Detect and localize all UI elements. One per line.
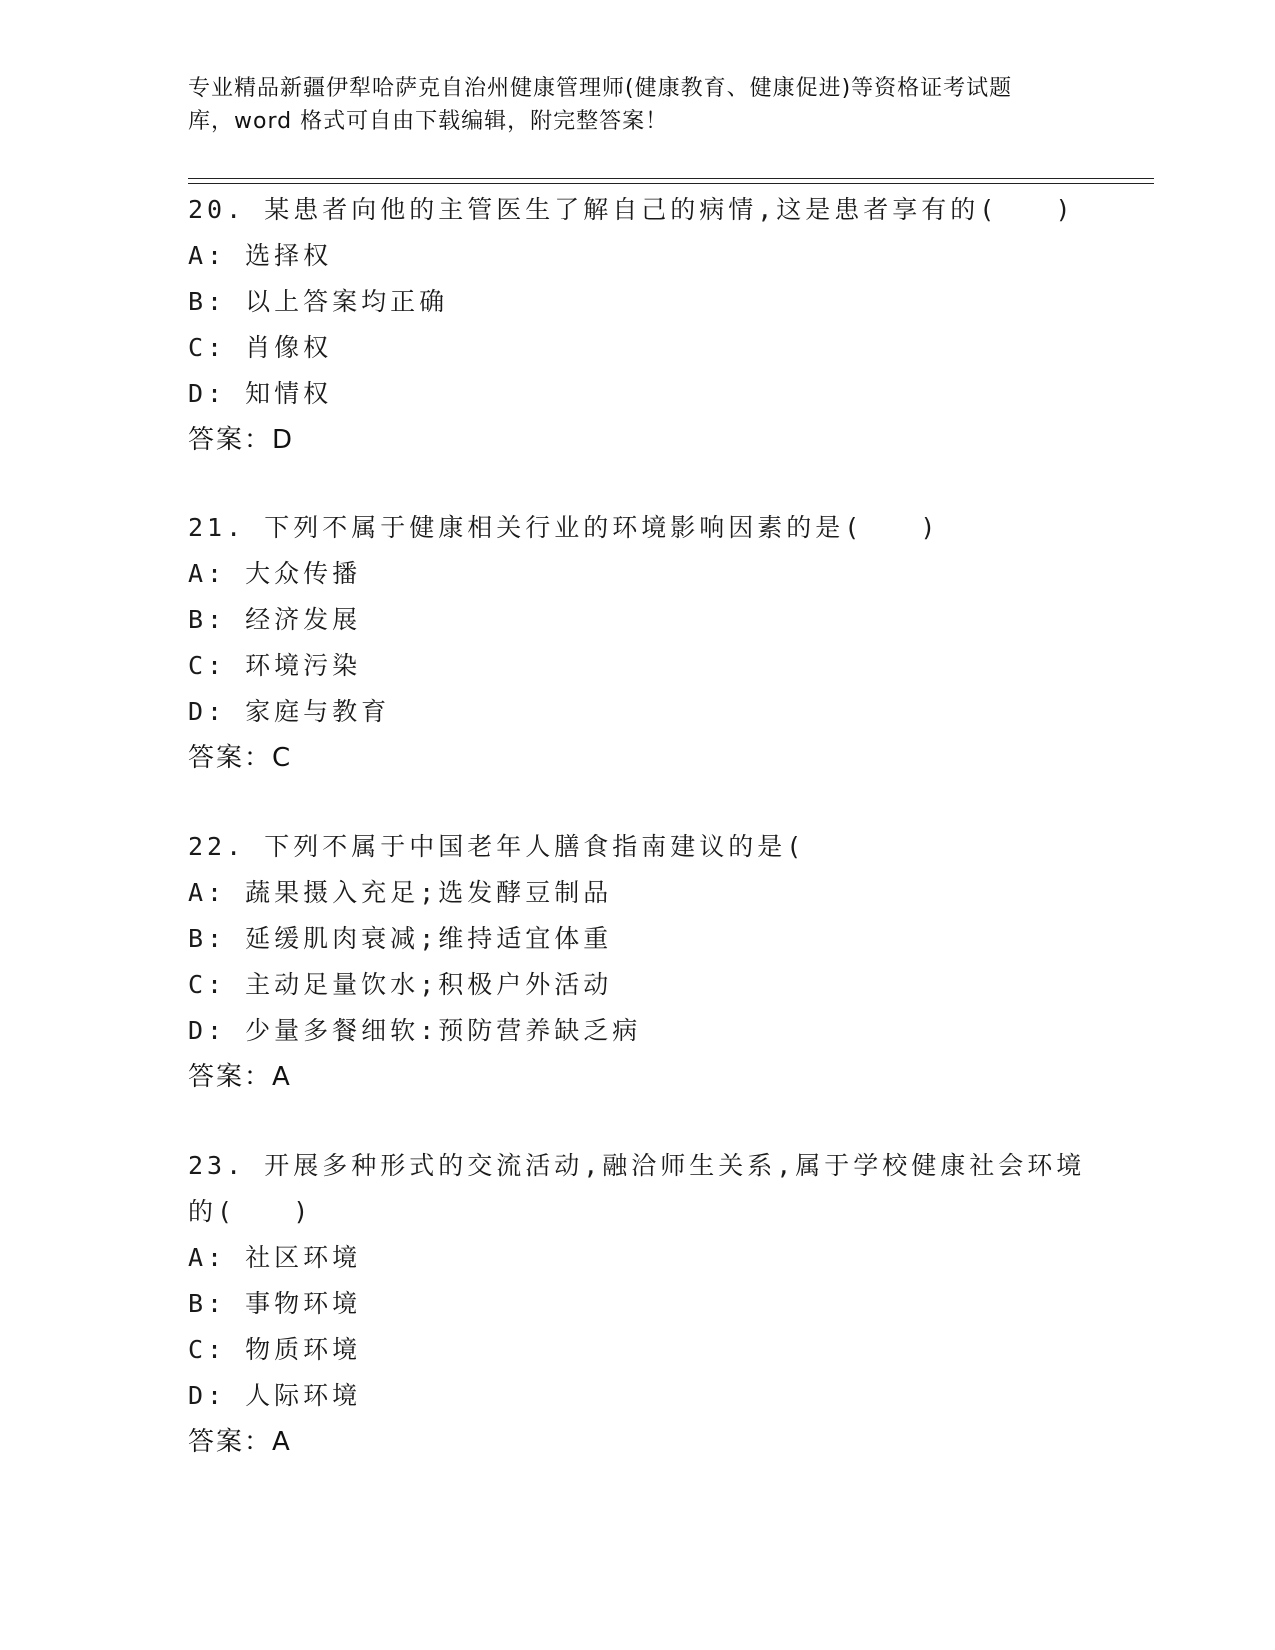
option-c: C: 物质环境 <box>188 1335 362 1364</box>
header-line-2: 库，word 格式可自由下载编辑，附完整答案！ <box>188 109 669 134</box>
option-a: A: 蔬果摄入充足;选发酵豆制品 <box>188 878 613 907</box>
answer-label: 答案：A <box>188 1427 292 1457</box>
question-20 <box>188 187 1088 463</box>
header-divider-bottom <box>188 183 1154 184</box>
answer-label: 答案：D <box>188 425 295 455</box>
question-stem: 22. 下列不属于中国老年人膳食指南建议的是( <box>188 832 806 861</box>
question-22 <box>188 824 1088 1100</box>
header-line-1: 专业精品新疆伊犁哈萨克自治州健康管理师(健康教育、健康促进)等资格证考试题 <box>188 76 1013 101</box>
option-d: D: 人际环境 <box>188 1381 362 1410</box>
question-23 <box>188 1143 1088 1465</box>
option-d: D: 少量多餐细软:预防营养缺乏病 <box>188 1016 642 1045</box>
option-b: B: 延缓肌肉衰减;维持适宜体重 <box>188 924 613 953</box>
option-b: B: 经济发展 <box>188 605 362 634</box>
answer-label: 答案：C <box>188 743 293 773</box>
option-b: B: 以上答案均正确 <box>188 287 449 316</box>
question-21 <box>188 505 1088 781</box>
option-c: C: 主动足量饮水;积极户外活动 <box>188 970 613 999</box>
option-a: A: 大众传播 <box>188 559 362 588</box>
option-c: C: 肖像权 <box>188 333 333 362</box>
option-a: A: 选择权 <box>188 241 333 270</box>
header-divider-top <box>188 178 1154 179</box>
question-stem: 20. 某患者向他的主管医生了解自己的病情,这是患者享有的( ) <box>188 195 1075 224</box>
option-d: D: 家庭与教育 <box>188 697 391 726</box>
document-header <box>188 72 1088 138</box>
option-a: A: 社区环境 <box>188 1243 362 1272</box>
option-b: B: 事物环境 <box>188 1289 362 1318</box>
question-stem: 23. 开展多种形式的交流活动,融洽师生关系,属于学校健康社会环境的( ) <box>188 1151 1086 1226</box>
option-c: C: 环境污染 <box>188 651 362 680</box>
option-d: D: 知情权 <box>188 379 333 408</box>
answer-label: 答案：A <box>188 1062 292 1092</box>
question-stem: 21. 下列不属于健康相关行业的环境影响因素的是( ) <box>188 513 940 542</box>
